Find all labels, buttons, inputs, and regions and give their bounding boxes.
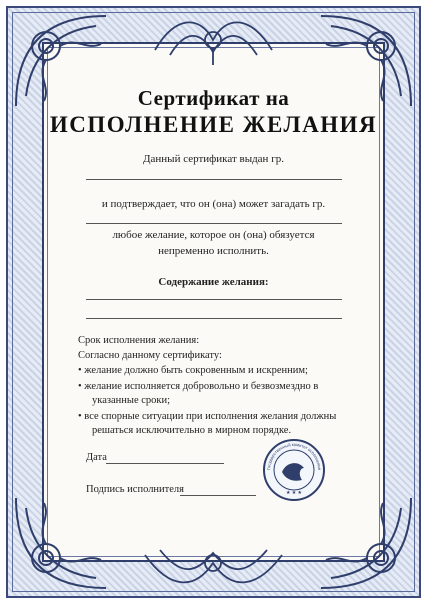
title-line2: ИСПОЛНЕНИЕ ЖЕЛАНИЯ bbox=[49, 112, 378, 137]
seal-stamp bbox=[262, 438, 326, 502]
seal-text: Государственный комитет исполнения bbox=[265, 441, 323, 471]
wish-maker-line[interactable] bbox=[86, 223, 342, 224]
confirms-text: и подтверждает, что он (она) может загадать гр. bbox=[101, 198, 326, 210]
date-label: Дата bbox=[86, 452, 107, 463]
title-line1: Сертификат на bbox=[137, 86, 290, 110]
signature-line[interactable] bbox=[180, 495, 256, 496]
deadline-label: Срок исполнения желания: bbox=[78, 335, 200, 346]
top-center-ornament-icon bbox=[150, 10, 277, 70]
rule-item: • желание должно быть сокровенным и искренним; bbox=[78, 365, 308, 376]
rule-item: указанные сроки; bbox=[92, 395, 171, 406]
corner-ornament-bottom-right-icon bbox=[311, 488, 421, 598]
according-label: Согласно данному сертификату: bbox=[78, 350, 222, 361]
issued-to-line[interactable] bbox=[86, 179, 342, 180]
corner-ornament-bottom-left-icon bbox=[6, 488, 116, 598]
seal-stars: ★ ★ ★ bbox=[286, 491, 302, 496]
content-line-2[interactable] bbox=[86, 318, 342, 319]
content-line-1[interactable] bbox=[86, 299, 342, 300]
signature-label: Подпись исполнителя bbox=[86, 484, 184, 495]
date-line[interactable] bbox=[106, 463, 224, 464]
rule-item: • все спорные ситуации при исполнения желания должны bbox=[78, 411, 337, 422]
rule-item: решаться исключительно в мирном порядке. bbox=[92, 425, 292, 436]
bottom-center-ornament-icon bbox=[140, 535, 287, 595]
any-wish-text-2: непременно исполнить. bbox=[158, 245, 269, 257]
issued-to-text: Данный сертификат выдан гр. bbox=[143, 153, 284, 165]
content-heading: Содержание желания: bbox=[158, 276, 269, 288]
any-wish-text-1: любое желание, которое он (она) обязуется bbox=[112, 229, 315, 241]
rule-item: • желание исполняется добровольно и безвозмездно в bbox=[78, 381, 319, 392]
